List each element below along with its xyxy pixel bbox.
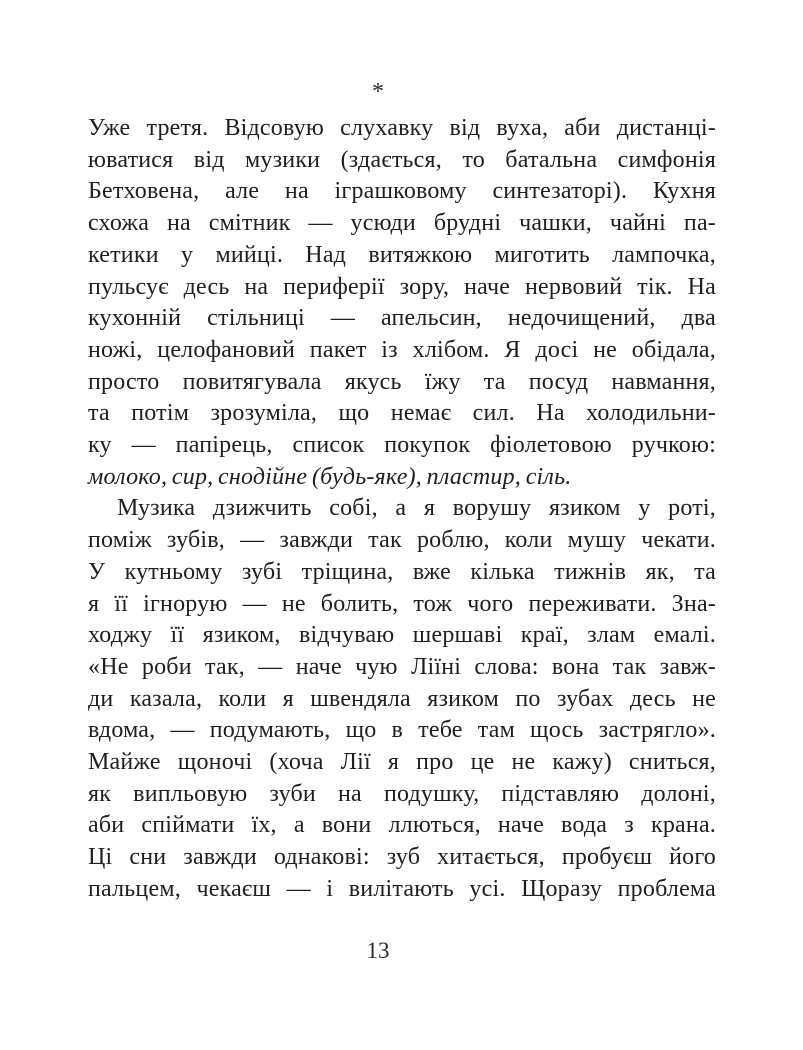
text-line: Ці сни завжди однакові: зуб хитається, пробуєш його — [88, 844, 716, 871]
text-line: ди казала, коли я швендяла язиком по зубах десь не — [88, 685, 716, 712]
text-line: Бетховена, але на іграшковому синтезаторі). Кухня — [88, 178, 716, 205]
text-line: вдома, — подумають, що в тебе там щось застрягло». — [88, 717, 716, 744]
text-line: ку — папірець, список покупок фіолетовою ручкою: — [88, 432, 716, 459]
text-line: аби спіймати їх, а вони ллються, наче вода з крана. — [88, 812, 716, 839]
text-line: та потім зрозуміла, що немає сил. На холодильни- — [88, 400, 716, 427]
text-line: У кутньому зубі тріщина, вже кілька тижнів як, та — [88, 558, 716, 585]
body-text — [88, 113, 716, 906]
text-line: ходжу її язиком, відчуваю шершаві краї, злам емалі. — [88, 622, 716, 649]
shopping-list-line: молоко, сир, снодійне (будь-яке), пластир, сіль. — [88, 463, 572, 490]
text-line: як випльовую зуби на подушку, підставляю долоні, — [88, 780, 716, 807]
text-line: пальцем, чекаєш — і вилітають усі. Щоразу проблема — [88, 875, 716, 902]
text-line: Уже третя. Відсовую слухавку від вуха, аби дистанці- — [88, 115, 716, 141]
text-line: юватися від музики (здається, то батальна симфонія — [88, 146, 716, 173]
text-line: кухонній стільниці — апельсин, недочищений, два — [88, 305, 716, 332]
text-line: кетики у мийці. Над витяжкою миготить лампочка, — [88, 241, 716, 268]
text-line: я її ігнорую — не болить, тож чого переживати. Зна- — [88, 590, 716, 617]
page-number: 13 — [366, 938, 390, 963]
section-break-marker: * — [372, 79, 384, 105]
text-line: поміж зубів, — завжди так роблю, коли мушу чекати. — [88, 527, 716, 554]
text-line: Музика дзижчить собі, а я ворушу язиком у роті, — [117, 495, 716, 522]
text-line: схожа на смітник — усюди брудні чашки, чайні па- — [88, 210, 716, 237]
text-line: ножі, целофановий пакет із хлібом. Я досі не обідала, — [88, 336, 716, 363]
text-line: «Не роби так, — наче чую Ліїні слова: вона так завж- — [88, 653, 716, 680]
text-line: Майже щоночі (хоча Лії я про це не кажу) сниться, — [88, 749, 716, 776]
text-line: просто повитягувала якусь їжу та посуд навмання, — [88, 368, 716, 395]
text-line: пульсує десь на периферії зору, наче нервовий тік. На — [88, 273, 716, 300]
